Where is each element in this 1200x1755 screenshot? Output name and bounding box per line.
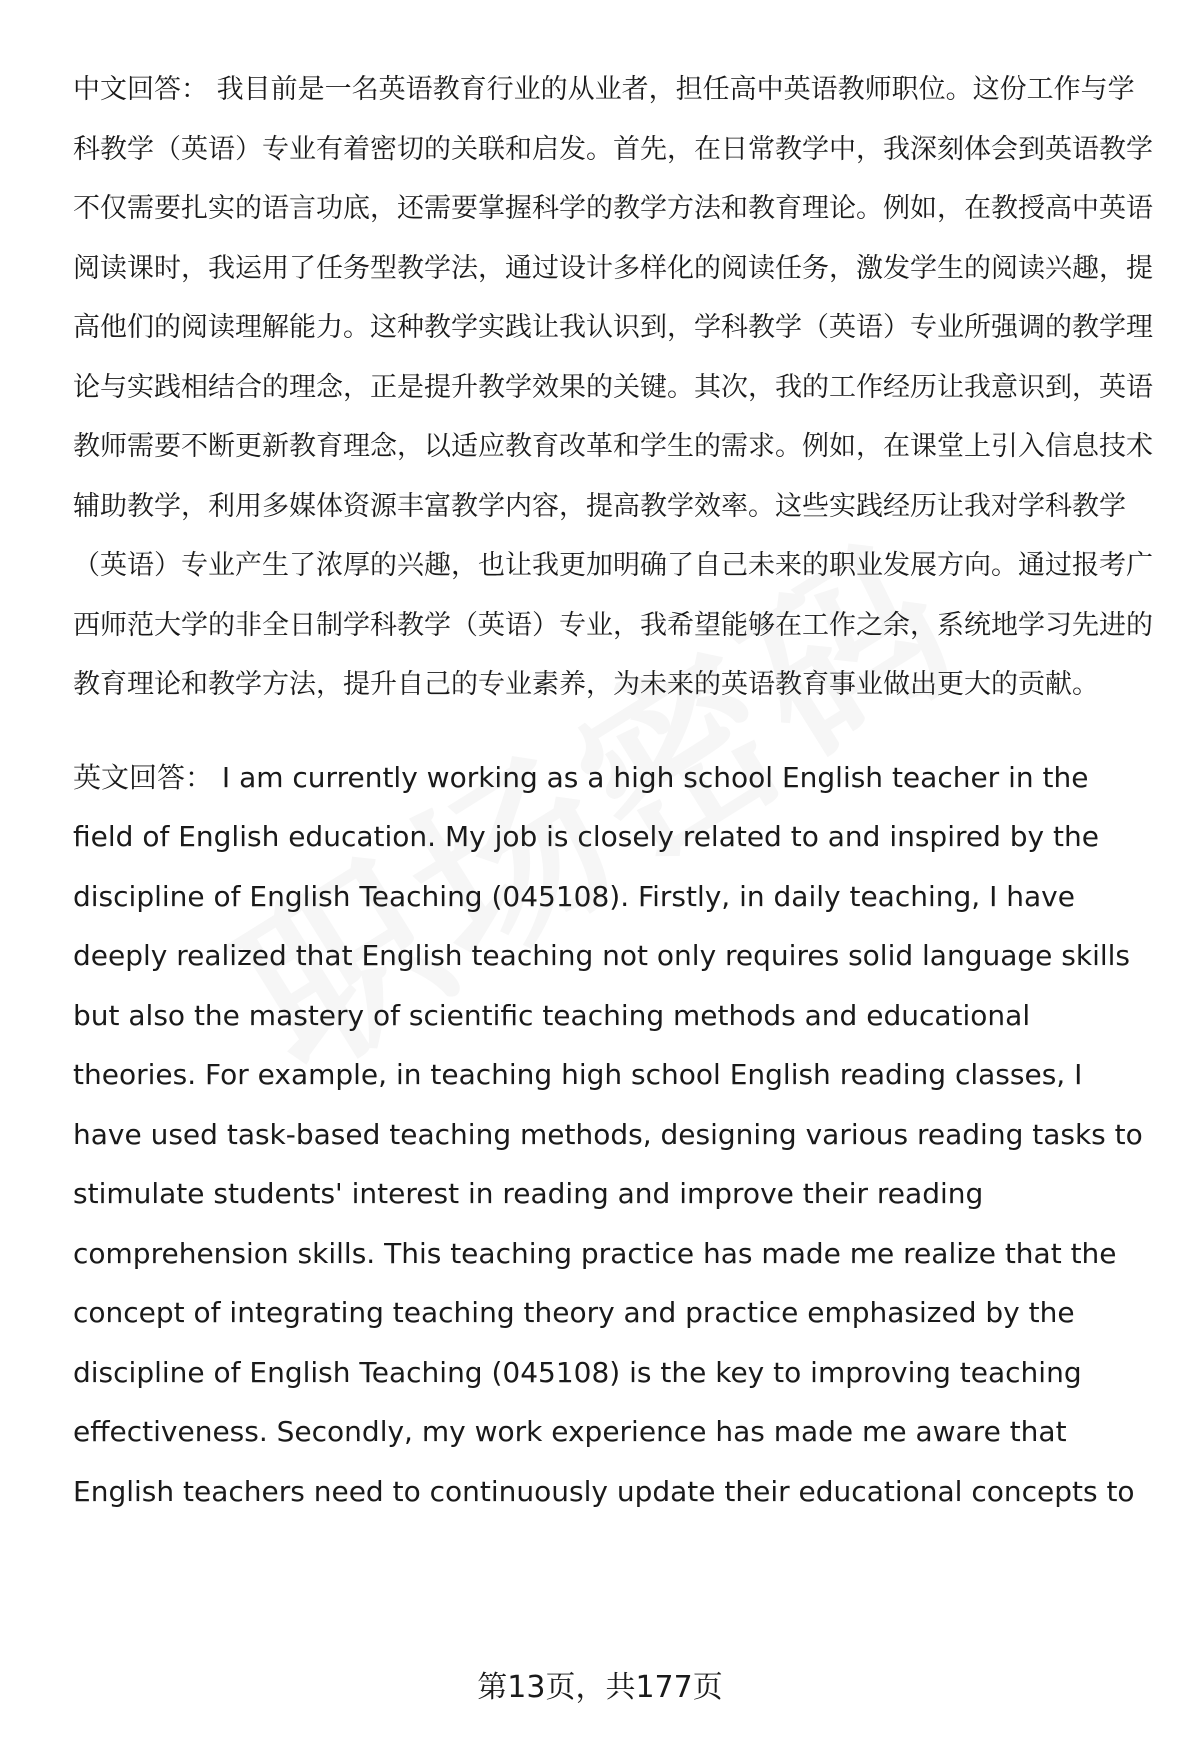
chinese-answer-label: 中文回答： <box>73 74 208 105</box>
english-answer-paragraph <box>73 748 1153 1522</box>
chinese-answer-paragraph <box>73 60 1153 715</box>
page-content <box>73 60 1153 1554</box>
english-answer-label: 英文回答： <box>73 760 214 794</box>
page-number-footer: 第13页，共177页 <box>477 1670 723 1705</box>
english-answer-text: I am currently working as a high school English teacher in the field of English education. My job is closely related to and inspired by the discipline of English Teaching (045108). Firstly, in daily teaching, I have deeply realized that English teaching not only requires solid language skills but also the mastery of scientific teaching methods and educational theories. For example, in teaching high school English reading classes, I have used task-based teaching methods, designing various reading tasks to stimulate students' interest in reading and improve their reading comprehension skills. This teaching practice has made me realize that the concept of integrating teaching theory and practice emphasized by the discipline of English Teaching (045108) is the key to improving teaching effectiveness. Secondly, my work experience has made me aware that English teachers need to continuously update their educational concepts to <box>73 760 1143 1508</box>
chinese-answer-text: 我目前是一名英语教育行业的从业者，担任高中英语教师职位。这份工作与学科教学（英语）专业有着密切的关联和启发。首先，在日常教学中，我深刻体会到英语教学不仅需要扎实的语言功底，还需要掌握科学的教学方法和教育理论。例如，在教授高中英语阅读课时，我运用了任务型教学法，通过设计多样化的阅读任务，激发学生的阅读兴趣，提高他们的阅读理解能力。这种教学实践让我认识到，学科教学（英语）专业所强调的教学理论与实践相结合的理念，正是提升教学效果的关键。其次，我的工作经历让我意识到，英语教师需要不断更新教育理念，以适应教育改革和学生的需求。例如，在课堂上引入信息技术辅助教学，利用多媒体资源丰富教学内容，提高教学效率。这些实践经历让我对学科教学（英语）专业产生了浓厚的兴趣，也让我更加明确了自己未来的职业发展方向。通过报考广西师范大学的非全日制学科教学（英语）专业，我希望能够在工作之余，系统地学习先进的教育理论和教学方法，提升自己的专业素养，为未来的英语教育事业做出更大的贡献。 <box>73 74 1153 700</box>
